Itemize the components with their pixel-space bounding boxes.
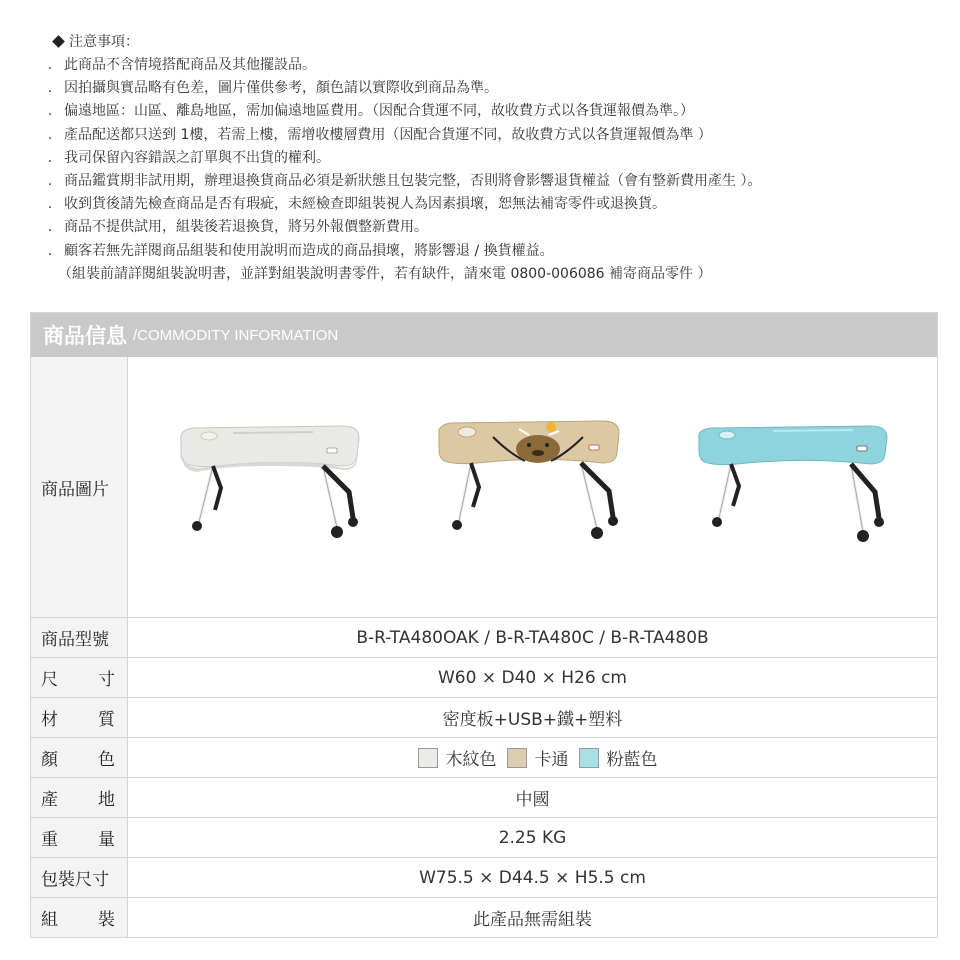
label-package-size: 包裝尺寸 [31, 858, 128, 897]
value-assembly: 此產品無需組裝 [473, 910, 592, 930]
note-item: . 商品不提供試用，組裝後若退換貨，將另外報價整新費用。 [44, 216, 944, 239]
row-origin [31, 777, 937, 817]
notes-title: 注意事項： [44, 32, 944, 54]
color-swatch-wood [418, 748, 438, 768]
value-origin: 中國 [515, 790, 550, 810]
row-weight [31, 817, 937, 857]
dot-bullet-icon: . [47, 80, 53, 97]
note-item: . 偏遠地區：山區、離島地區，需加偏遠地區費用。（因配合貨運不同，故收費方式以各貨運報價為準。） [44, 100, 944, 123]
note-item: . 收到貨後請先檢查商品是否有瑕疵，未經檢查即組裝視人為因素損壞，恕無法補寄零件或退換貨。 [44, 193, 944, 216]
notes-footer: （組裝前請詳閱組裝說明書，並詳對組裝說明書零件，若有缺件，請來電 0800-006086 補寄商品零件 ） [58, 265, 712, 282]
dot-bullet-icon: . [47, 126, 53, 143]
dot-bullet-icon: . [47, 172, 53, 189]
value-color [128, 738, 937, 777]
info-header [31, 313, 937, 357]
value-material: 密度板+USB+鐵+塑料 [442, 710, 623, 730]
color-name-cartoon: 卡通 [534, 750, 569, 770]
row-material [31, 697, 937, 737]
label-model: 商品型號 [31, 618, 128, 657]
value-model: B-R-TA480OAK / B-R-TA480C / B-R-TA480B [356, 627, 709, 648]
label-color: 顏 色 [31, 738, 128, 777]
row-product-images [31, 357, 937, 617]
dot-bullet-icon: . [47, 219, 53, 236]
label-weight: 重 量 [31, 818, 128, 857]
dot-bullet-icon: . [47, 242, 53, 259]
row-model [31, 617, 937, 657]
note-item: . 我司保留內容錯誤之訂單與不出貨的權利。 [44, 147, 944, 170]
note-item: . 顧客若無先詳閱商品組裝和使用說明而造成的商品損壞，將影響退 / 換貨權益。 [44, 240, 944, 263]
label-material: 材 質 [31, 698, 128, 737]
diamond-bullet-icon [52, 35, 65, 48]
value-size: W60 × D40 × H26 cm [438, 667, 627, 688]
label-product-images: 商品圖片 [31, 357, 128, 617]
commodity-info-table [30, 312, 938, 938]
row-size [31, 657, 937, 697]
wood-table-image [173, 422, 368, 552]
label-assembly: 組 裝 [31, 898, 128, 937]
row-color [31, 737, 937, 777]
note-item: . 此商品不含情境搭配商品及其他擺設品。 [44, 54, 944, 77]
note-item: . 因拍攝與實品略有色差，圖片僅供參考，顏色請以實際收到商品為準。 [44, 77, 944, 100]
value-package-size: W75.5 × D44.5 × H5.5 cm [419, 867, 646, 888]
row-assembly [31, 897, 937, 937]
label-origin: 產 地 [31, 778, 128, 817]
cartoon-table-image [433, 417, 628, 557]
dot-bullet-icon: . [47, 57, 53, 73]
label-size: 尺 寸 [31, 658, 128, 697]
blue-table-image [693, 422, 893, 552]
note-item: . 商品鑑賞期非試用期，辦理退換貨商品必須是新狀態且包裝完整，否則將會影響退貨權益（會有整新費用產生 ）。 [44, 170, 944, 193]
info-title: 商品信息 [43, 324, 127, 348]
color-name-blue: 粉藍色 [606, 750, 658, 770]
color-name-wood: 木紋色 [445, 750, 497, 770]
product-images [128, 357, 937, 617]
info-subtitle: /COMMODITY INFORMATION [133, 326, 339, 344]
row-package-size [31, 857, 937, 897]
dot-bullet-icon: . [47, 149, 53, 166]
dot-bullet-icon: . [47, 103, 53, 120]
color-swatch-blue [579, 748, 599, 768]
value-weight: 2.25 KG [498, 827, 567, 848]
dot-bullet-icon: . [47, 196, 53, 213]
notes-section [44, 32, 944, 286]
color-swatch-cartoon [507, 748, 527, 768]
note-item: . 產品配送都只送到 1樓，若需上樓，需增收樓層費用（因配合貨運不同，故收費方式以各貨運報價為準 ） [44, 124, 944, 147]
